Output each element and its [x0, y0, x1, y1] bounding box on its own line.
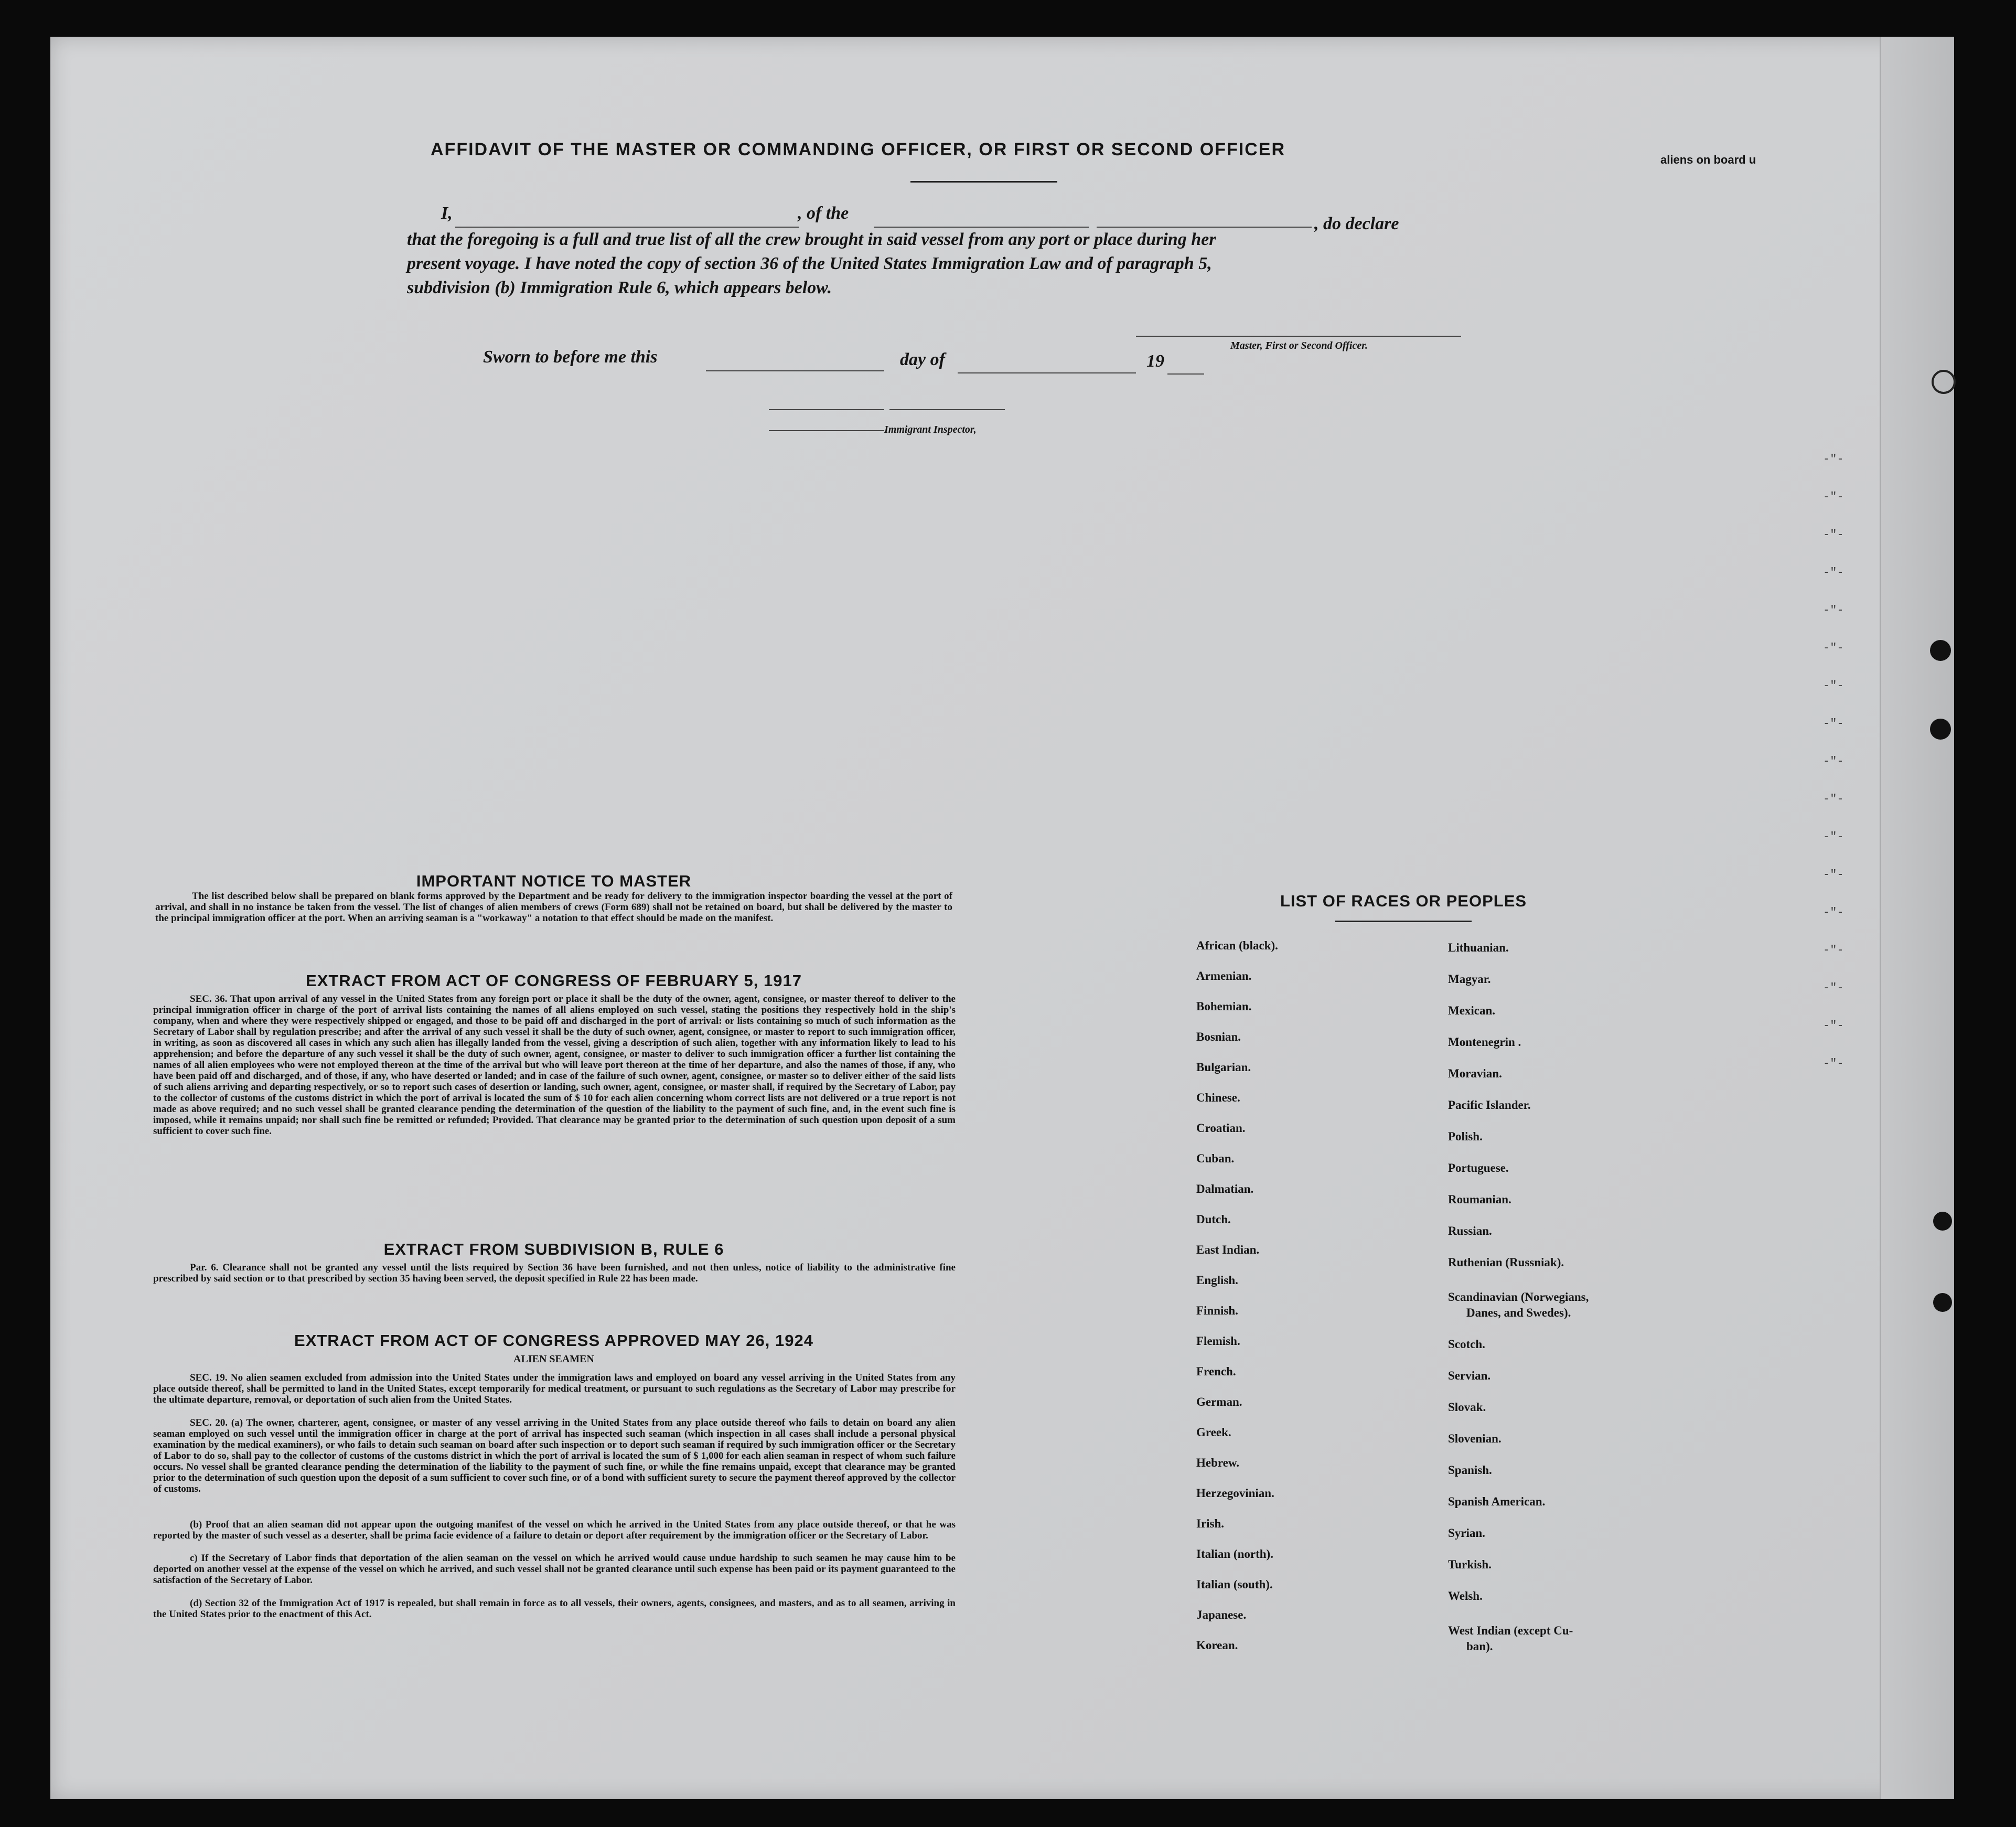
- race-item: Bohemian.: [1196, 1000, 1252, 1013]
- punch-hole: [1930, 719, 1951, 740]
- race-item: Turkish.: [1448, 1558, 1492, 1571]
- sec19-body: SEC. 19. No alien seamen excluded from admission into the United States under the immigration laws and employed on board any vessel arriving in the United States from any place outside thereof, shall be permitted to land in the United States, except temporarily for medical treatment, or pursuant to such regulations as the Secretary of Labor may prescribe for the ultimate departure, removal, or deportation of such alien from the United States.: [153, 1372, 956, 1405]
- corner-note: aliens on board u: [1660, 153, 1756, 166]
- race-item: Scotch.: [1448, 1338, 1485, 1351]
- extract-1917-body: SEC. 36. That upon arrival of any vessel in the United States from any foreign port or place it shall be the duty of the owner, agent, consignee, or master thereof to deliver to the principal immigration officer in charge of the port of arrival lists containing the names of all aliens employed on such vessel, stating the positions they respectively hold in the ship's company, when and where they were respectively shipped or engaged, and those to be paid off and discharged in the port of arrival: or lists containing so much of such information as the Secretary of Labor shall by regulation prescribe; and after the arrival of any such vessel it shall be the duty of such owner, agent, consignee, or master to report to such immigration officer, in writing, as soon as discovered all cases in which any such alien has illegally landed from the vessel, giving a description of such alien, together with any information likely to lead to his apprehension; and before the departure of any such vessel it shall be the duty of such owner, agent, consignee, or master to deliver to such immigration officer a further list containing the names of all alien employees who were not employed thereon at the time of the arrival but who will leave port thereon at the time of her departure, and also the names of those, if any, who have been paid off and discharged, and of those, if any, who have deserted or landed; and in case of the failure of such owner, agent, consignee, or master so to deliver either of the said lists of such aliens arriving and departing respectively, or so to report such cases of desertion or landing, such owner, agent, consignee, or master shall, if required by the Secretary of Labor, pay to the collector of customs of the customs district in which the port of arrival is located the sum of $ 10 for each alien concerning whom correct lists are not delivered or a true report is not made as above required; and no such vessel shall be granted clearance pending the determination of the question of the liability to the payment of such fine, and, in the event such fine is imposed, while it remains unpaid; nor shall such fine be remitted or refunded; Provided. That clearance may be granted prior to the determination of such question upon deposit of a sum sufficient to cover such fine.: [153, 993, 956, 1137]
- race-item: Syrian.: [1448, 1526, 1485, 1540]
- race-item: Irish.: [1196, 1517, 1225, 1530]
- race-item: Servian.: [1448, 1369, 1491, 1382]
- title-underline: [910, 181, 1057, 183]
- extract-1924-title: EXTRACT FROM ACT OF CONGRESS APPROVED MAY 26, 1924: [294, 1331, 813, 1350]
- sworn-year: 19: [1146, 351, 1164, 371]
- punch-hole: [1933, 1212, 1952, 1231]
- race-item: Slovak.: [1448, 1401, 1486, 1414]
- sec20d-body: (d) Section 32 of the Immigration Act of 1917 is repealed, but shall remain in force as to all vessels, their owners, agents, consignees, and masters, and as to all seamen, arriving in the United States prior to the enactment of this Act.: [153, 1598, 956, 1620]
- signature-blank[interactable]: [1136, 336, 1461, 337]
- punch-hole: [1932, 370, 1956, 394]
- inspector-blank-1[interactable]: [769, 409, 884, 410]
- race-item: Ruthenian (Russniak).: [1448, 1256, 1564, 1269]
- inspector-blank-2[interactable]: [889, 409, 1005, 410]
- race-item: Pacific Islander.: [1448, 1098, 1531, 1112]
- race-item: Dalmatian.: [1196, 1182, 1254, 1195]
- race-item: ban).: [1466, 1640, 1493, 1653]
- sec20c-body: c) If the Secretary of Labor finds that deportation of the alien seaman on the vessel on which he arrived would cause undue hardship to such seamen he may cause him to be deported on another vessel at the expense of the vessel on which he arrived, and such vessel shall not be granted clearance until such expense has been paid or its payment guaranteed to the satisfaction of the Secretary of Labor.: [153, 1553, 956, 1586]
- race-item: Spanish.: [1448, 1463, 1492, 1477]
- notice-title: IMPORTANT NOTICE TO MASTER: [416, 872, 692, 890]
- race-item: Roumanian.: [1448, 1193, 1511, 1206]
- vessel-blank-2[interactable]: [1097, 227, 1312, 228]
- race-item: Spanish American.: [1448, 1495, 1546, 1508]
- race-item: Russian.: [1448, 1224, 1492, 1237]
- affidavit-title: AFFIDAVIT OF THE MASTER OR COMMANDING OFFICER, OR FIRST OR SECOND OFFICER: [431, 140, 1285, 159]
- sec20a-body: SEC. 20. (a) The owner, charterer, agent, consignee, or master of any vessel arriving in the United States from any place outside thereof who fails to detain on board any alien seaman employed on such vessel until the immigration officer in charge at the port of arrival has inspected such seaman (which inspection in all cases shall include a personal physical examination by the medical examiners), or who fails to detain such seaman on board after such inspection or to deport such seaman if required by such immigration officer or the Secretary of Labor to do so, shall pay to the collector of customs of the customs district in which the port of arrival is located the sum of $ 1,000 for each alien seaman in respect of whom such failure occurs. No vessel shall be granted clearance pending the determination of the liability to the payment of such fine, or while the fine remains unpaid, except that clearance may be granted prior to the determination of such question upon the deposit of a sum sufficient to cover such fine, or of a bond with sufficient surety to secure the payment thereof approved by the collector of customs.: [153, 1417, 956, 1494]
- sworn-day-blank[interactable]: [706, 370, 884, 371]
- rule6-title: EXTRACT FROM SUBDIVISION B, RULE 6: [383, 1240, 724, 1258]
- race-item: Montenegrin .: [1448, 1035, 1521, 1049]
- extract-1924-subtitle: ALIEN SEAMEN: [513, 1353, 594, 1365]
- page-edge: [1880, 37, 1954, 1799]
- race-item: West Indian (except Cu-: [1448, 1624, 1573, 1637]
- race-item: Welsh.: [1448, 1589, 1483, 1602]
- race-item: Dutch.: [1196, 1213, 1231, 1226]
- race-item: Moravian.: [1448, 1067, 1502, 1080]
- rule6-body: Par. 6. Clearance shall not be granted any vessel until the lists required by Section 36 have been furnished, and not then unless, notice of liability to the administrative fine prescribed by said section or to that prescribed by section 35 having been served, the deposit specified in Rule 22 has been made.: [153, 1262, 956, 1284]
- race-item: Korean.: [1196, 1639, 1238, 1652]
- race-item: English.: [1196, 1274, 1238, 1287]
- sec20b-body: (b) Proof that an alien seaman did not appear upon the outgoing manifest of the vessel on which he arrived in the United States from any place outside thereof, or that he was reported by the master of such vessel as a deserter, shall be prima facie evidence of a failure to detain or deport after requirement by the immigration officer or the Secretary of Labor.: [153, 1519, 956, 1541]
- declare-line-2: that the foregoing is a full and true list of all the crew brought in said vessel from any port or place during her: [407, 230, 1216, 249]
- race-item: Hebrew.: [1196, 1456, 1239, 1469]
- inspector-caption: Immigrant Inspector,: [884, 424, 977, 435]
- signature-caption: Master, First or Second Officer.: [1230, 340, 1368, 351]
- race-item: Finnish.: [1196, 1304, 1238, 1317]
- inspector-blank-3[interactable]: [769, 430, 884, 431]
- race-item: Herzegovinian.: [1196, 1487, 1274, 1500]
- race-item: Cuban.: [1196, 1152, 1235, 1165]
- race-item: Chinese.: [1196, 1091, 1240, 1104]
- name-blank[interactable]: [455, 227, 799, 228]
- race-item: Japanese.: [1196, 1608, 1247, 1621]
- declare-line-4: subdivision (b) Immigration Rule 6, which appears below.: [407, 278, 832, 297]
- race-item: East Indian.: [1196, 1243, 1260, 1256]
- sworn-day-of: day of: [900, 350, 945, 369]
- manifest-sheet: [50, 37, 1954, 1799]
- punch-hole: [1930, 640, 1951, 661]
- vessel-blank-1[interactable]: [874, 227, 1089, 228]
- punch-hole: [1933, 1293, 1952, 1312]
- race-item: Mexican.: [1448, 1004, 1496, 1017]
- race-item: Flemish.: [1196, 1334, 1240, 1348]
- race-item: Magyar.: [1448, 973, 1491, 986]
- races-underline: [1335, 921, 1472, 922]
- declare-do-declare: , do declare: [1314, 214, 1399, 233]
- race-item: Lithuanian.: [1448, 941, 1509, 954]
- race-item: Portuguese.: [1448, 1161, 1509, 1174]
- races-title: LIST OF RACES OR PEOPLES: [1280, 892, 1527, 910]
- race-item: Bosnian.: [1196, 1030, 1241, 1043]
- sworn-year-blank[interactable]: [1167, 373, 1204, 375]
- race-item: Bulgarian.: [1196, 1061, 1251, 1074]
- race-item: African (black).: [1196, 939, 1278, 952]
- race-item: Greek.: [1196, 1426, 1231, 1439]
- declare-of-the: , of the: [798, 204, 849, 223]
- sworn-month-blank[interactable]: [958, 372, 1136, 373]
- race-item: French.: [1196, 1365, 1236, 1378]
- declare-i: I,: [441, 204, 453, 223]
- race-item: Italian (north).: [1196, 1547, 1273, 1561]
- race-item: Italian (south).: [1196, 1578, 1273, 1591]
- sworn-text: Sworn to before me this: [483, 347, 658, 367]
- declare-line-3: present voyage. I have noted the copy of section 36 of the United States Immigration Law and of paragraph 5,: [407, 254, 1212, 273]
- race-item: German.: [1196, 1395, 1242, 1408]
- bleed-through-marks: -"- -"- -"- -"- -"- -"- -"- -"- -"- -"- -"- -"- -"- -"- -"- -"- -"-: [1823, 453, 1844, 1070]
- race-item: Scandinavian (Norwegians,: [1448, 1290, 1589, 1304]
- notice-body: The list described below shall be prepared on blank forms approved by the Department and be ready for delivery to the immigration inspector boarding the vessel at the port of arrival, and shall in no instance be taken from the vessel. The list of changes of alien members of crews (Form 689) shall not be retained on board, but shall be delivered by the master to the principal immigration officer at the port. When an arriving seaman is a "workaway" a notation to that effect should be made on the manifest.: [155, 891, 952, 924]
- race-item: Danes, and Swedes).: [1466, 1306, 1571, 1319]
- race-item: Armenian.: [1196, 969, 1252, 982]
- race-item: Slovenian.: [1448, 1432, 1502, 1445]
- race-item: Croatian.: [1196, 1121, 1246, 1135]
- race-item: Polish.: [1448, 1130, 1483, 1143]
- extract-1917-title: EXTRACT FROM ACT OF CONGRESS OF FEBRUARY 5, 1917: [306, 971, 802, 990]
